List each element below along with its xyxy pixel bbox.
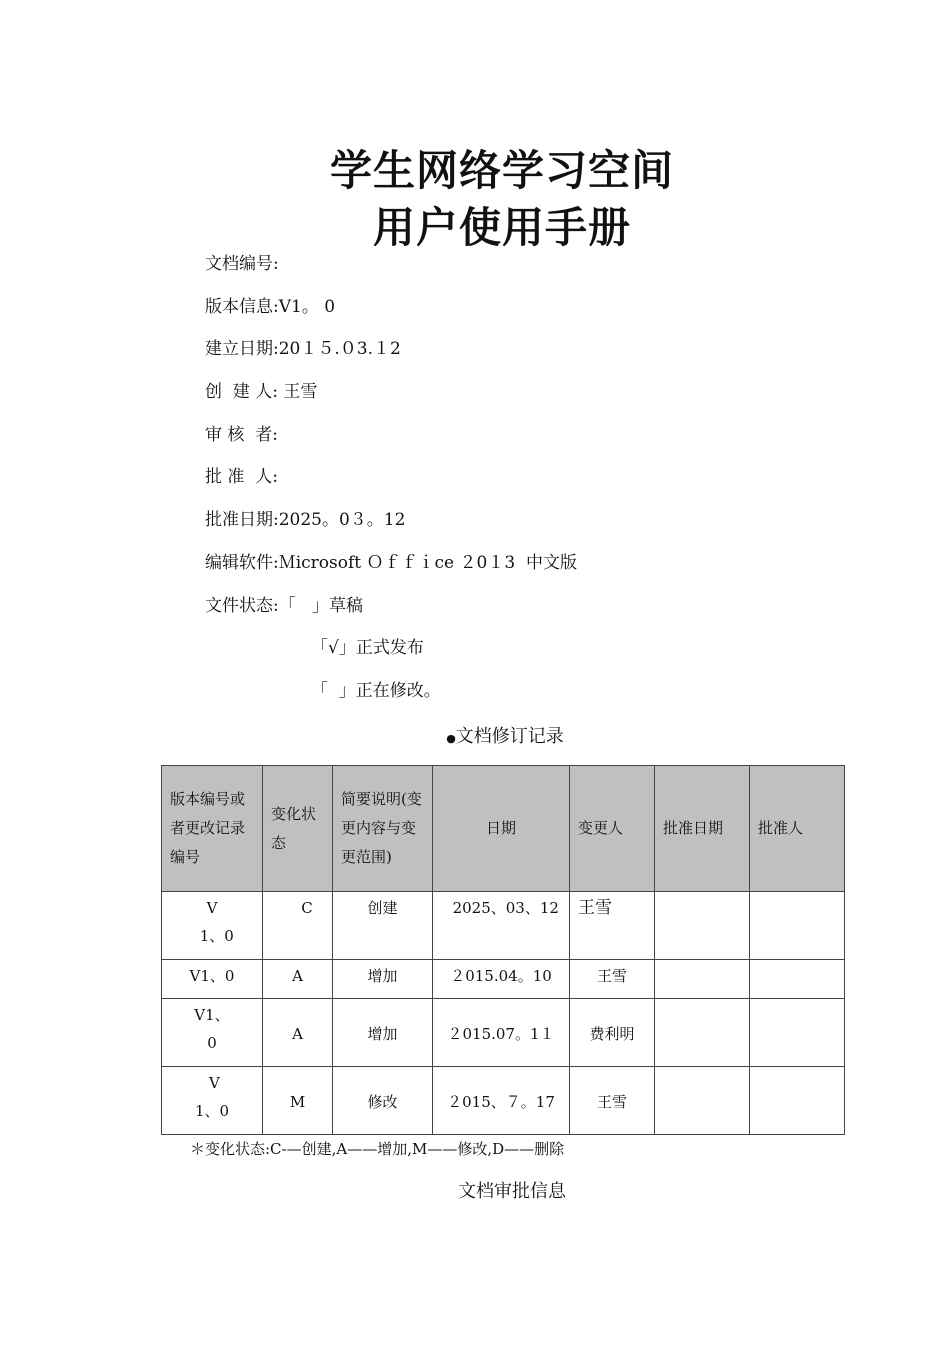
header-changer: 变更人: [570, 766, 655, 892]
bullet-icon: ●: [446, 732, 456, 745]
cell-changer: 王雪: [570, 1067, 655, 1135]
document-title-line1: 学生网络学习空间: [329, 146, 674, 195]
cell-version: V1、 0: [162, 999, 263, 1067]
cell-approver: [750, 999, 845, 1067]
cell-approval-date: [655, 999, 750, 1067]
cell-status: A: [263, 960, 333, 999]
revision-table: [161, 765, 845, 1135]
cell-status: M: [263, 1067, 333, 1135]
document-meta: [205, 250, 577, 720]
header-approval-date: 批准日期: [655, 766, 750, 892]
header-date: 日期: [433, 766, 570, 892]
status-release: 「√」正式发布: [311, 638, 424, 659]
cell-status: A: [263, 999, 333, 1067]
cell-approver: [750, 960, 845, 999]
table-row: [162, 1067, 845, 1135]
cell-date: ２015.07。1１: [433, 999, 570, 1067]
table-row: [162, 960, 845, 999]
cell-approver: [750, 892, 845, 960]
cell-date: 2025、03、12: [433, 892, 570, 960]
cell-date: ２015.04。10: [433, 960, 570, 999]
reviewer: 审 核 者:: [205, 424, 278, 445]
editing-software: 编辑软件:Ｍicrosoft Ｏｆｆｉce ２0１3 中文版: [205, 552, 577, 573]
cell-changer: 费利明: [570, 999, 655, 1067]
header-version: 版本编号或者更改记录编号: [162, 766, 263, 892]
creator: 创 建 人: 王雪: [205, 382, 318, 403]
file-status: [205, 592, 577, 635]
cell-version: V 1、0: [162, 1067, 263, 1135]
cell-changer: 王雪: [570, 892, 655, 960]
table-row: [162, 999, 845, 1067]
status-draft: 「 」草稿: [278, 595, 363, 616]
cell-changer: 王雪: [570, 960, 655, 999]
cell-approval-date: [655, 892, 750, 960]
header-approver: 批准人: [750, 766, 845, 892]
created-date: 建立日期:20１５.０3.１2: [205, 339, 401, 360]
revision-title-text: 文档修订记录: [455, 726, 564, 747]
cell-status: C: [263, 892, 333, 960]
change-status-footnote: ＊变化状态:C-—创建,A——增加,M——修改,D——删除: [190, 1140, 565, 1158]
approved-date: 批准日期:2025。0３。12: [205, 510, 406, 531]
header-description: 简要说明(变更内容与变更范围): [333, 766, 433, 892]
version-info: 版本信息:V1。 0: [205, 296, 336, 317]
cell-approval-date: [655, 960, 750, 999]
revision-record-title: [0, 722, 950, 748]
cell-approval-date: [655, 1067, 750, 1135]
approver: 批 准 人:: [205, 467, 278, 488]
cell-version: V 1、0: [162, 892, 263, 960]
file-status-label: 文件状态:: [205, 595, 279, 616]
cell-approver: [750, 1067, 845, 1135]
cell-description: 增加: [333, 999, 433, 1067]
cell-description: 增加: [333, 960, 433, 999]
cell-version: V1、0: [162, 960, 263, 999]
cell-description: 修改: [333, 1067, 433, 1135]
status-editing: 「 」正在修改。: [311, 680, 441, 701]
cell-date: ２015、７。17: [433, 1067, 570, 1135]
table-row: [162, 892, 845, 960]
document-title-line2: 用户使用手册: [372, 203, 631, 252]
table-header-row: [162, 766, 845, 892]
cell-description: 创建: [333, 892, 433, 960]
doc-number: 文档编号:: [205, 254, 279, 274]
approval-section-title: 文档审批信息: [458, 1181, 566, 1202]
header-change-status: 变化状态: [263, 766, 333, 892]
